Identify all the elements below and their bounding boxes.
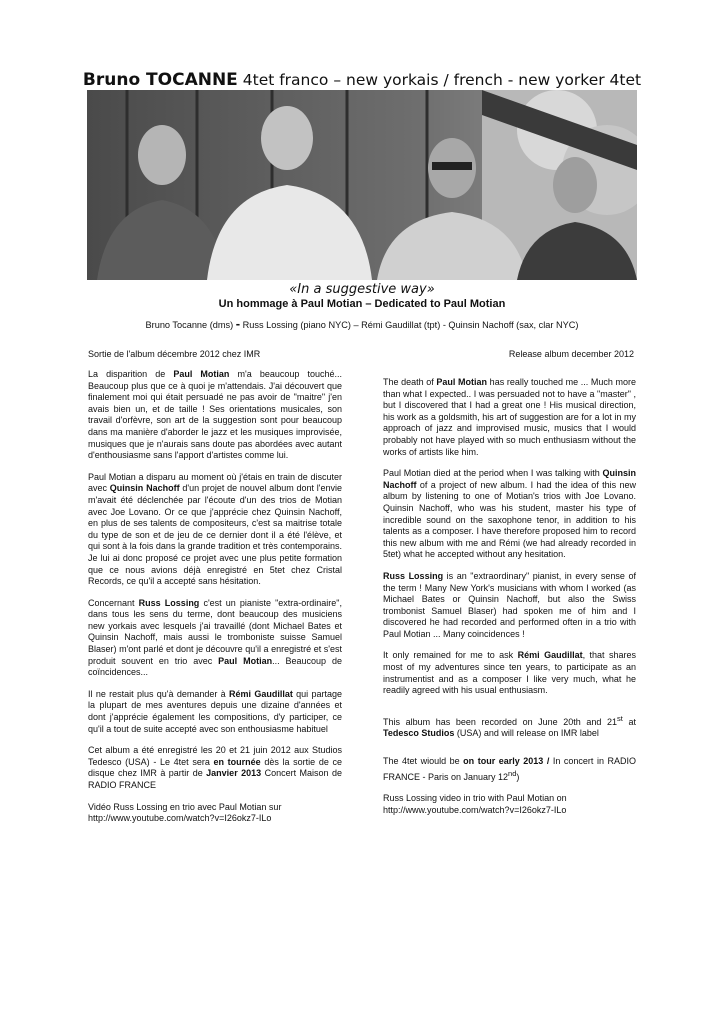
fr-p5-bold-b: Janvier 2013 xyxy=(206,768,262,779)
fr-p5-bold-a: en tournée xyxy=(213,756,261,767)
en-p1-bold: Paul Motian xyxy=(436,377,488,387)
en-paragraph-5 xyxy=(383,713,636,740)
en-paragraph-4 xyxy=(383,650,636,696)
en-paragraph-6 xyxy=(383,756,636,783)
english-column xyxy=(383,377,636,826)
en-video-link[interactable]: http://www.youtube.com/watch?v=I26okz7-ILo xyxy=(383,804,567,815)
en-p4-text-a: It only remained for me to ask xyxy=(383,650,518,661)
en-p3-bold: Russ Lossing xyxy=(383,570,444,581)
en-video-text: Russ Lossing video in trio with Paul Motian on xyxy=(383,793,567,804)
fr-p4-bold: Rémi Gaudillat xyxy=(229,688,293,699)
fr-p5-text-c: Concert Maison de RADIO FRANCE xyxy=(88,768,342,790)
fr-p2-text-b: d'un projet de nouvel album dont l'envie m'avait été déclenchée par l'écoute d'un des trios de Motian avec Joe Lovano. Or ce que j'apprécie chez Quinsin Nachoff, en plus de ses talents de compositeurs, c'est sa maitrise totale du type de son et de jeu de ce dernier dont il a été l'élève, et qui sont à la fois dans la grande tradition et très contemporains. Je lui ai donc proposé ce projet avec une plus petite formation que ce nous avions déjà enregistré en 5tet chez Cristal Records, ce qu'il a accepté sans hésitation. xyxy=(88,483,343,587)
fr-paragraph-4 xyxy=(88,689,342,735)
en-p5-text-b: at xyxy=(622,716,636,727)
en-p2-text-a: Paul Motian died at the period when I was talking with xyxy=(383,468,603,479)
lineup-first: Bruno Tocanne (dms) xyxy=(145,320,234,330)
en-p5-text-c: (USA) and will release on IMR label xyxy=(454,728,599,739)
en-p2-bold: Quinsin Nachoff xyxy=(383,468,636,490)
fr-p3-text-a: Concernant xyxy=(88,597,139,608)
lineup-line xyxy=(0,316,724,331)
fr-video-link[interactable]: http://www.youtube.com/watch?v=I26okz7-ILo xyxy=(88,813,272,824)
fr-p5-text-b: dès la sortie de ce disque chez IMR à partir de xyxy=(88,756,342,779)
french-column xyxy=(88,369,342,835)
title-rest: 4tet franco – new yorkais / french - new yorker 4tet xyxy=(242,71,642,89)
en-p4-bold: Rémi Gaudillat xyxy=(517,650,583,661)
fr-p4-text-a: Il ne restait plus qu'à demander à xyxy=(88,688,229,699)
fr-p3-text-b: c'est un pianiste "extra-ordinaire", dans tous les sens du terme, dont beaucoup des musiciens new yorkais avec lesquels j'ai travaillé (dont Michael Bates et Quinsin Nachoff, mais aussi le tromboniste suisse Samuel Blaser) m'ont parlé et dont je découvre qu'il a enregistré et s'est produit souvent en trio avec xyxy=(88,597,342,666)
fr-paragraph-5 xyxy=(88,745,342,791)
fr-p1-text-a: La disparition de xyxy=(88,369,174,379)
fr-p5-text-a: Cet album a été enregistré les 20 et 21 juin 2012 aux Studios Tedesco (USA) - Le 4tet sera xyxy=(88,745,342,767)
fr-p3-bold-b: Paul Motian xyxy=(218,655,273,666)
en-p6-text-a: The 4tet wiould be xyxy=(383,756,464,767)
en-p6-text-c: ) xyxy=(516,771,520,782)
fr-p3-bold-a: Russ Lossing xyxy=(138,597,200,608)
en-p5-bold: Tedesco Studios xyxy=(383,728,455,739)
fr-video-text: Vidéo Russ Lossing en trio avec Paul Motian sur xyxy=(88,801,282,812)
en-p6-bold: on tour early 2013 / xyxy=(463,756,550,767)
en-paragraph-1 xyxy=(383,377,636,458)
en-paragraph-7 xyxy=(383,793,636,816)
fr-p2-bold: Quinsin Nachoff xyxy=(109,483,180,494)
fr-paragraph-3 xyxy=(88,598,342,679)
page-title xyxy=(0,70,724,90)
en-p2-text-b: of a project of new album. I had the idea of this new album by listening to one of Motian's trios with Joe Lovano. Quinsin Nachoff, who was his student, master his type of incredible sound on the saxophone tenor, in addition to his talents as a composer. I have therefore proposed him to record this new album with me and Rémi (we had already recorded in 5tet) what he accepted without any hesitation. xyxy=(383,479,636,560)
lineup-dash: - xyxy=(235,316,241,331)
fr-p1-bold: Paul Motian xyxy=(173,369,230,379)
en-p5-text-a: This album has been recorded on June 20th and 21 xyxy=(383,716,618,727)
en-p6-sup: nd xyxy=(508,768,517,778)
en-p5-sup: st xyxy=(617,713,623,723)
lineup-rest: Russ Lossing (piano NYC) – Rémi Gaudillat (tpt) - Quinsin Nachoff (sax, clar NYC) xyxy=(242,320,579,330)
en-p3-text: is an "extraordinary" pianist, in every sense of the term ! Many New York's musicians with whom I worked (as Michael Bates or Quinsin Nachoff, but also the Swiss trombonist Samuel Blaser) had spoken me of him and I discovered he had recorded and performed often in a trio with Paul Motian ... Many coincidences ! xyxy=(383,570,637,639)
en-paragraph-2 xyxy=(383,468,636,561)
fr-paragraph-1 xyxy=(88,369,342,462)
title-name: Bruno TOCANNE xyxy=(82,70,238,90)
en-paragraph-3 xyxy=(383,571,636,641)
en-p1-text-b: has really touched me ... Much more than what I expected.. I was persuaded not to have a "master" , but I discovered that I had a great one ! His musical direction, his work as a goldsmith, his art of suggestion are for a lot in my approach of jazz and improvised music, musics that I would probably not have played with so much enthusiasm without the works of artists like him. xyxy=(383,377,636,457)
fr-paragraph-6 xyxy=(88,802,342,825)
fr-paragraph-2 xyxy=(88,472,342,588)
release-fr: Sortie de l'album décembre 2012 chez IMR xyxy=(88,349,261,359)
album-subtitle: «In a suggestive way» xyxy=(289,282,435,297)
fr-p4-text-b: qui partage la plupart de mes aventures depuis une dizaine d'années et dont j'apprécie également les compositions, d'y participer, ce qu'il a tout de suite accepté avec son enthousiasme habituel xyxy=(88,688,342,734)
band-photo xyxy=(87,90,637,280)
fr-p1-text-b: m'a beaucoup touché... Beaucoup plus que ce à quoi je m'attendais. J'ai découvert que finalement moi qui était persuadé ne pas avoir de "maitre" j'en avais bien un, et de taille ! Ses orientations musicales, son travail d'orfèvre, son art de la suggestion sont pour beaucoup dans ma manière d'aborder le jazz et les musiques improvisée, musiques que je n'aurais sans doute pas abordées avec autant d'enthousiasme sans l'apport d'artistes comme lui. xyxy=(88,369,342,461)
fr-p3-text-c: ... Beaucoup de coïncidences... xyxy=(88,655,342,678)
release-en: Release album december 2012 xyxy=(508,349,634,359)
en-p6-text-b: In concert in RADIO FRANCE - Paris on January 12 xyxy=(383,756,636,782)
band-photo-image xyxy=(87,90,637,280)
dedication-line: Un hommage à Paul Motian – Dedicated to Paul Motian xyxy=(218,298,506,310)
en-p1-text-a: The death of xyxy=(383,377,437,387)
fr-p2-text-a: Paul Motian a disparu au moment où j'étais en train de discuter avec xyxy=(88,471,342,494)
en-p4-text-b: , that shares most of my adventures since ten years, to participate as an instrumentist and as a composer I like very much, what he readily agreed with his usual enthusiasm. xyxy=(383,650,636,696)
